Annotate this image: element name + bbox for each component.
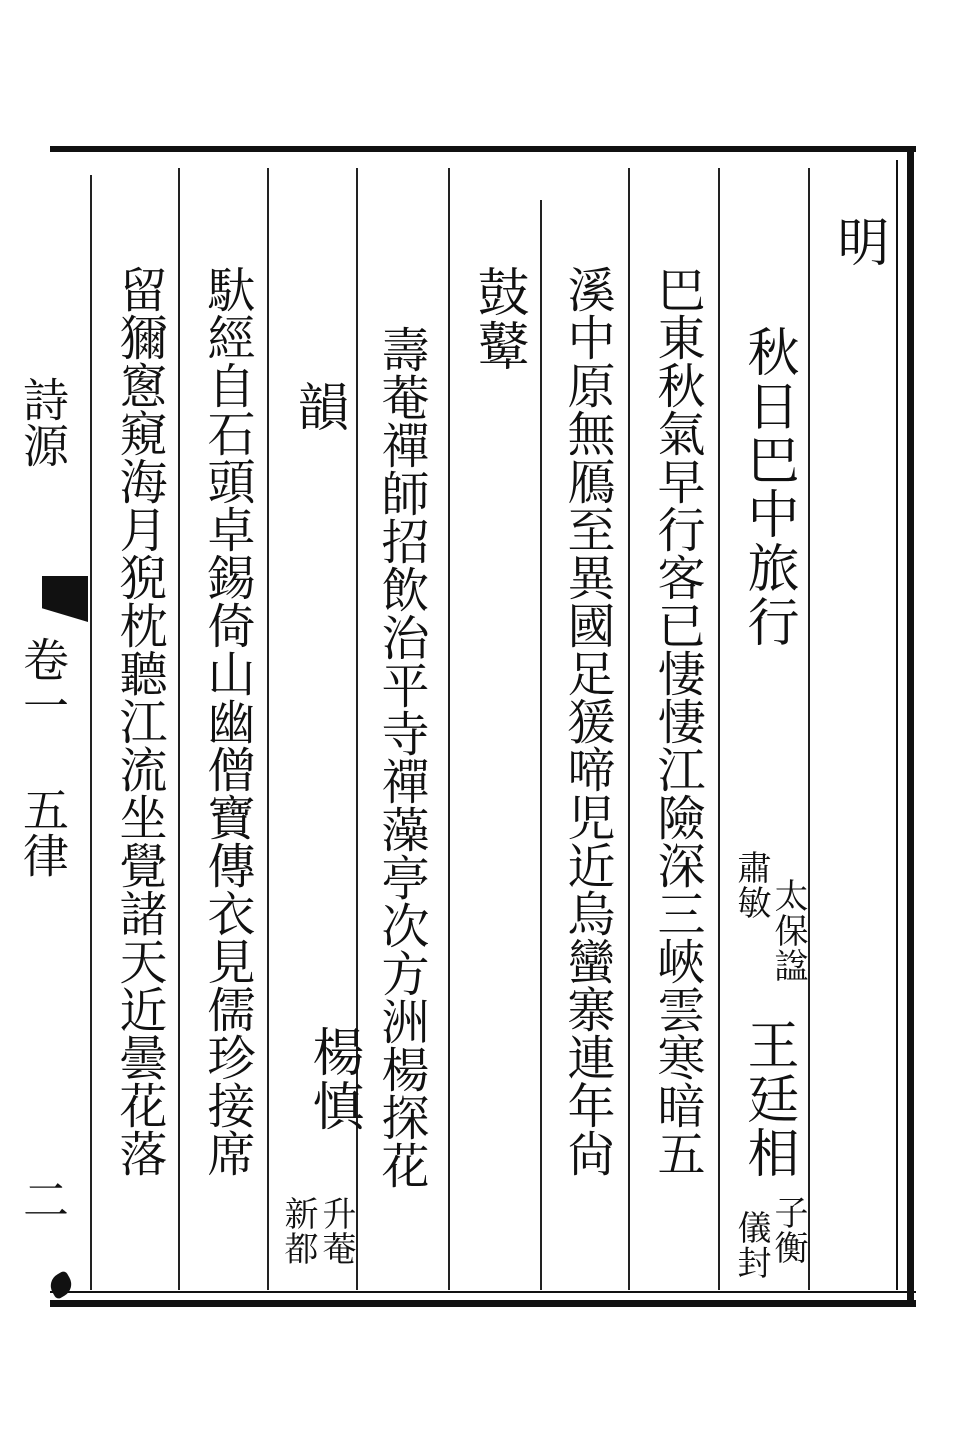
poem2-line-1: 馱經自石頭卓錫倚山幽僧寶傳衣見儒珍接席	[199, 265, 255, 1177]
poem2-origin-1: 新	[278, 1196, 318, 1231]
ink-dot-mark	[46, 1270, 76, 1300]
poem2-author-origin	[280, 1196, 316, 1266]
column-divider	[718, 168, 720, 1290]
frame-top-rule	[50, 146, 916, 152]
poem2-line-2: 留獮窻窺海月猊枕聽江流坐覺諸天近曇花落	[111, 265, 167, 1177]
poem1-courtesy-2: 衡	[768, 1230, 808, 1265]
poem2-title: 壽菴禪師招飲治平寺禪藻亭次方洲楊探花	[373, 325, 429, 1189]
poem1-author-posthumous	[733, 850, 769, 920]
page-gutter	[0, 146, 70, 1306]
poem1-author-courtesy	[770, 1195, 806, 1265]
poem1-title: 秋日巴中旅行	[738, 325, 798, 649]
poem1-line-1: 巴東秋氣早行客已悽悽江險深三峽雲寒暗五	[649, 265, 705, 1177]
poem2-author-courtesy	[318, 1196, 354, 1266]
gutter-page-number: 二	[16, 1176, 70, 1222]
poem2-title-fragment: 鼓鼙	[468, 265, 528, 373]
frame-bottom-rule	[50, 1300, 916, 1307]
poem1-origin-2: 封	[731, 1245, 771, 1280]
column-divider	[178, 168, 180, 1290]
gutter-volume: 卷一	[16, 636, 70, 728]
poem1-author-origin	[733, 1210, 769, 1280]
fish-tail-mark	[42, 576, 88, 622]
poem1-author-name: 王廷相	[738, 1018, 798, 1180]
frame-right-inner-rule	[896, 160, 898, 1290]
gutter-section: 五律	[16, 786, 70, 878]
column-divider	[808, 168, 810, 1290]
dynasty-heading: 明	[828, 215, 888, 269]
column-divider	[448, 168, 450, 1290]
poem2-courtesy-2: 菴	[316, 1231, 356, 1266]
poem1-author-titles	[770, 878, 806, 983]
column-divider	[90, 175, 92, 1290]
gutter-book-title: 詩源	[16, 376, 70, 468]
poem1-author-title-1: 太保	[768, 878, 808, 948]
frame-right-rule	[907, 146, 914, 1307]
poem2-courtesy-1: 升	[316, 1196, 356, 1231]
column-divider	[540, 200, 542, 1290]
poem2-title-end: 韻	[288, 380, 348, 434]
column-divider	[267, 168, 269, 1290]
poem1-line-2: 溪中原無鴈至異國足猨啼児近烏蠻寨連年尙	[559, 265, 615, 1177]
poem1-courtesy-1: 子	[768, 1195, 808, 1230]
poem1-author-title-2: 諡	[768, 948, 808, 983]
column-divider	[628, 168, 630, 1290]
poem2-author-name: 楊慎	[303, 1025, 363, 1133]
poem1-author-posthumous-1: 肅	[731, 850, 771, 885]
poem1-author-posthumous-2: 敏	[731, 885, 771, 920]
poem2-origin-2: 都	[278, 1231, 318, 1266]
frame-bottom-inner-rule	[50, 1291, 916, 1293]
poem1-origin-1: 儀	[731, 1210, 771, 1245]
